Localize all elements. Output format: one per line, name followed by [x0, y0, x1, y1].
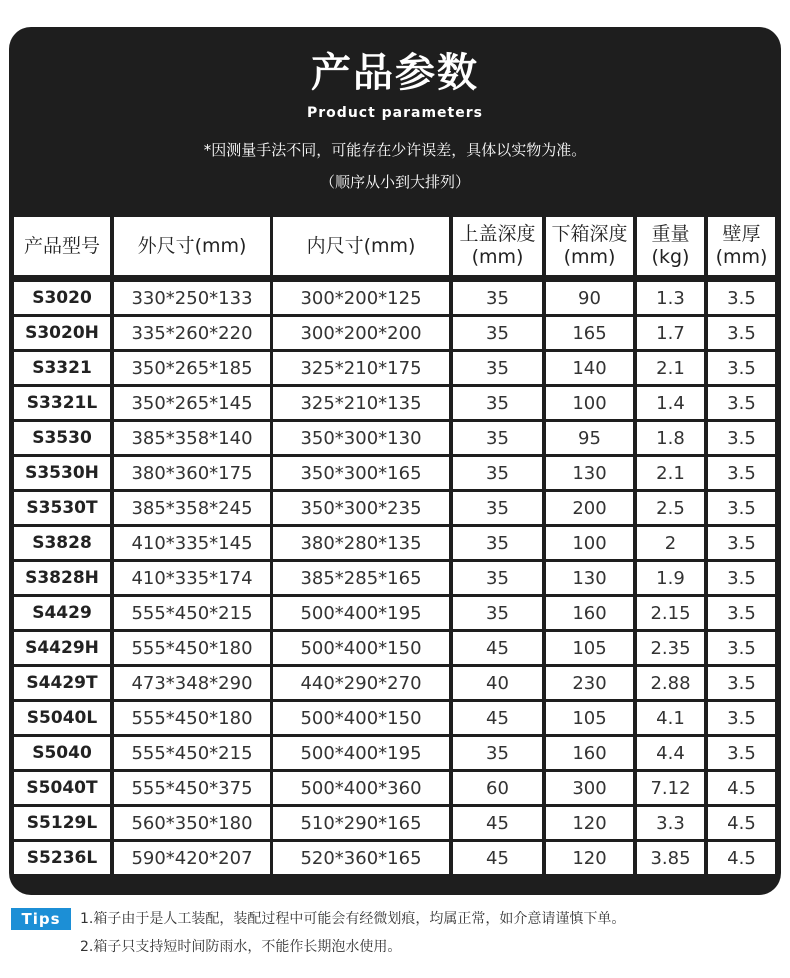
cell-inner-size: 385*285*165 — [273, 562, 449, 594]
cell-outer-size: 555*450*215 — [114, 597, 270, 629]
cell-weight: 4.4 — [637, 737, 704, 769]
order-note: （顺序从小到大排列） — [319, 173, 470, 191]
tip-line-2: 2.箱子只支持短时间防雨水，不能作长期泡水使用。 — [80, 939, 402, 955]
cell-wall-thickness: 3.5 — [708, 422, 775, 454]
cell-model: S5236L — [14, 842, 110, 874]
header-weight: 重量 (kg) — [637, 217, 704, 275]
cell-inner-size: 440*290*270 — [273, 667, 449, 699]
cell-weight: 3.85 — [637, 842, 704, 874]
cell-wall-thickness: 3.5 — [708, 562, 775, 594]
cell-inner-size: 510*290*165 — [273, 807, 449, 839]
header-outer-size: 外尺寸(mm) — [114, 217, 270, 275]
cell-inner-size: 350*300*165 — [273, 457, 449, 489]
cell-outer-size: 555*450*215 — [114, 737, 270, 769]
cell-box-depth: 130 — [546, 562, 633, 594]
cell-lid-depth: 45 — [453, 842, 542, 874]
cell-wall-thickness: 4.5 — [708, 842, 775, 874]
cell-wall-thickness: 3.5 — [708, 737, 775, 769]
cell-wall-thickness: 4.5 — [708, 807, 775, 839]
cell-inner-size: 380*280*135 — [273, 527, 449, 559]
cell-inner-size: 300*200*125 — [273, 282, 449, 314]
cell-outer-size: 473*348*290 — [114, 667, 270, 699]
cell-outer-size: 410*335*145 — [114, 527, 270, 559]
cell-wall-thickness: 3.5 — [708, 667, 775, 699]
cell-weight: 3.3 — [637, 807, 704, 839]
cell-model: S5040T — [14, 772, 110, 804]
cell-lid-depth: 35 — [453, 527, 542, 559]
cell-model: S3020 — [14, 282, 110, 314]
page-title: 产品参数 — [311, 50, 479, 96]
cell-lid-depth: 35 — [453, 282, 542, 314]
cell-model: S3530T — [14, 492, 110, 524]
cell-inner-size: 300*200*200 — [273, 317, 449, 349]
cell-weight: 1.8 — [637, 422, 704, 454]
cell-outer-size: 385*358*245 — [114, 492, 270, 524]
header-wall-thickness: 壁厚 (mm) — [708, 217, 775, 275]
cell-lid-depth: 60 — [453, 772, 542, 804]
cell-outer-size: 350*265*185 — [114, 352, 270, 384]
tips-badge: Tips — [11, 908, 71, 930]
cell-weight: 7.12 — [637, 772, 704, 804]
cell-outer-size: 335*260*220 — [114, 317, 270, 349]
cell-model: S4429 — [14, 597, 110, 629]
cell-lid-depth: 45 — [453, 702, 542, 734]
cell-outer-size: 555*450*375 — [114, 772, 270, 804]
cell-lid-depth: 35 — [453, 737, 542, 769]
cell-outer-size: 555*450*180 — [114, 632, 270, 664]
cell-wall-thickness: 3.5 — [708, 282, 775, 314]
cell-weight: 1.3 — [637, 282, 704, 314]
cell-inner-size: 520*360*165 — [273, 842, 449, 874]
cell-weight: 1.4 — [637, 387, 704, 419]
cell-model: S3321 — [14, 352, 110, 384]
cell-wall-thickness: 3.5 — [708, 597, 775, 629]
cell-weight: 2.35 — [637, 632, 704, 664]
cell-outer-size: 385*358*140 — [114, 422, 270, 454]
cell-lid-depth: 35 — [453, 457, 542, 489]
cell-lid-depth: 35 — [453, 317, 542, 349]
cell-box-depth: 165 — [546, 317, 633, 349]
cell-outer-size: 380*360*175 — [114, 457, 270, 489]
cell-box-depth: 100 — [546, 387, 633, 419]
cell-weight: 1.7 — [637, 317, 704, 349]
measurement-note: *因测量手法不同，可能存在少许误差，具体以实物为准。 — [203, 141, 587, 159]
cell-box-depth: 120 — [546, 842, 633, 874]
cell-lid-depth: 35 — [453, 562, 542, 594]
cell-inner-size: 350*300*235 — [273, 492, 449, 524]
page-subtitle: Product parameters — [307, 105, 483, 121]
cell-box-depth: 105 — [546, 632, 633, 664]
cell-lid-depth: 35 — [453, 492, 542, 524]
cell-inner-size: 350*300*130 — [273, 422, 449, 454]
cell-lid-depth: 45 — [453, 807, 542, 839]
cell-weight: 2 — [637, 527, 704, 559]
cell-outer-size: 350*265*145 — [114, 387, 270, 419]
cell-outer-size: 560*350*180 — [114, 807, 270, 839]
cell-weight: 1.9 — [637, 562, 704, 594]
cell-lid-depth: 40 — [453, 667, 542, 699]
cell-weight: 4.1 — [637, 702, 704, 734]
cell-wall-thickness: 3.5 — [708, 352, 775, 384]
cell-weight: 2.1 — [637, 457, 704, 489]
header-model: 产品型号 — [14, 217, 110, 275]
cell-model: S3828H — [14, 562, 110, 594]
cell-lid-depth: 35 — [453, 597, 542, 629]
cell-box-depth: 130 — [546, 457, 633, 489]
cell-wall-thickness: 3.5 — [708, 317, 775, 349]
cell-model: S3530 — [14, 422, 110, 454]
cell-model: S3321L — [14, 387, 110, 419]
cell-box-depth: 300 — [546, 772, 633, 804]
cell-wall-thickness: 3.5 — [708, 702, 775, 734]
cell-outer-size: 410*335*174 — [114, 562, 270, 594]
cell-box-depth: 160 — [546, 737, 633, 769]
cell-wall-thickness: 3.5 — [708, 387, 775, 419]
cell-model: S5040 — [14, 737, 110, 769]
cell-weight: 2.1 — [637, 352, 704, 384]
cell-weight: 2.5 — [637, 492, 704, 524]
cell-inner-size: 500*400*195 — [273, 597, 449, 629]
cell-model: S3828 — [14, 527, 110, 559]
cell-box-depth: 90 — [546, 282, 633, 314]
header-lid-depth: 上盖深度 (mm) — [453, 217, 542, 275]
cell-lid-depth: 35 — [453, 352, 542, 384]
cell-wall-thickness: 3.5 — [708, 527, 775, 559]
cell-box-depth: 230 — [546, 667, 633, 699]
cell-wall-thickness: 3.5 — [708, 492, 775, 524]
cell-box-depth: 140 — [546, 352, 633, 384]
cell-model: S4429T — [14, 667, 110, 699]
cell-inner-size: 325*210*135 — [273, 387, 449, 419]
cell-inner-size: 325*210*175 — [273, 352, 449, 384]
cell-model: S5129L — [14, 807, 110, 839]
cell-inner-size: 500*400*150 — [273, 702, 449, 734]
cell-outer-size: 330*250*133 — [114, 282, 270, 314]
cell-inner-size: 500*400*360 — [273, 772, 449, 804]
cell-weight: 2.88 — [637, 667, 704, 699]
header-box-depth: 下箱深度 (mm) — [546, 217, 633, 275]
cell-model: S3020H — [14, 317, 110, 349]
cell-wall-thickness: 3.5 — [708, 457, 775, 489]
header-inner-size: 内尺寸(mm) — [273, 217, 449, 275]
cell-model: S4429H — [14, 632, 110, 664]
cell-lid-depth: 45 — [453, 632, 542, 664]
tip-line-1: 1.箱子由于是人工装配，装配过程中可能会有经微划痕，均属正常，如介意请谨慎下单。 — [80, 911, 626, 927]
cell-model: S5040L — [14, 702, 110, 734]
cell-inner-size: 500*400*150 — [273, 632, 449, 664]
cell-box-depth: 105 — [546, 702, 633, 734]
cell-box-depth: 95 — [546, 422, 633, 454]
cell-wall-thickness: 3.5 — [708, 632, 775, 664]
cell-box-depth: 120 — [546, 807, 633, 839]
cell-inner-size: 500*400*195 — [273, 737, 449, 769]
cell-box-depth: 100 — [546, 527, 633, 559]
cell-box-depth: 160 — [546, 597, 633, 629]
cell-weight: 2.15 — [637, 597, 704, 629]
cell-outer-size: 555*450*180 — [114, 702, 270, 734]
cell-lid-depth: 35 — [453, 387, 542, 419]
cell-outer-size: 590*420*207 — [114, 842, 270, 874]
cell-wall-thickness: 4.5 — [708, 772, 775, 804]
cell-model: S3530H — [14, 457, 110, 489]
cell-box-depth: 200 — [546, 492, 633, 524]
cell-lid-depth: 35 — [453, 422, 542, 454]
